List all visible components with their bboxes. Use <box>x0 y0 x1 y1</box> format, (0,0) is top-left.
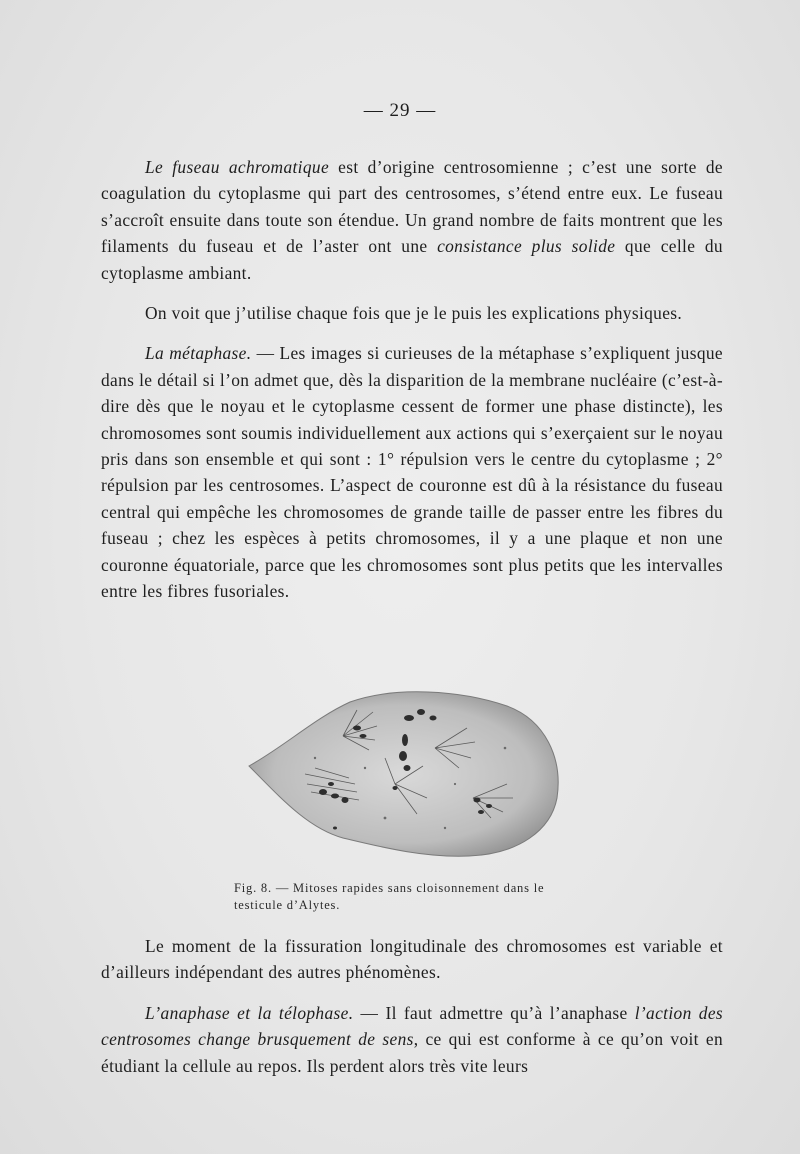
figure-caption: Fig. 8. — Mitoses rapides sans cloisonnement dans le testicule d’Alytes. <box>234 881 545 912</box>
paragraph-metaphase <box>101 340 723 604</box>
paragraph-tail: que celle du cytoplasme ambiant. <box>101 236 723 283</box>
paragraph-tail: , ce qui est conforme à ce qu’on voit en étudiant la cellule au repos. Ils perdent alors très vite leurs <box>101 1029 723 1076</box>
paragraph-lead: L’anaphase et la télophase. <box>145 1002 354 1023</box>
paragraph-text: On voit que j’utilise chaque fois que je le puis les explications physiques. <box>145 303 683 324</box>
text-block-bottom <box>101 933 723 1079</box>
paragraph-text: Le moment de la fissuration longitudinale des chromosomes est variable et d’ailleurs indépendant des autres phénomènes. <box>101 936 723 983</box>
paragraph-explications <box>101 300 723 326</box>
paragraph-emphasis: l’action des centrosomes change brusquement de sens <box>101 1002 724 1050</box>
paragraph-fuseau <box>101 154 723 286</box>
paragraph-lead: Le fuseau achromatique <box>145 157 330 177</box>
page-number: — 29 — <box>363 100 437 121</box>
figure-mitoses-image <box>245 688 565 860</box>
paragraph-emphasis: consistance plus solide <box>437 236 616 257</box>
paragraph-fissuration <box>101 933 723 986</box>
paragraph-lead: La métaphase. <box>145 343 252 364</box>
paragraph-anaphase <box>101 1000 723 1079</box>
paragraph-text: est d’origine centrosomienne ; c’est une sorte de coagulation du cytoplasme qui part des centrosomes, s’étend entre eux. Le fuseau s’accroît ensuite dans toute son étendue. Un grand nombre de faits montrent que les filaments du fuseau et de l’aster ont une <box>101 157 723 257</box>
paragraph-text: — Les images si curieuses de la métaphase s’expliquent jusque dans le détail si l’on admet que, dès la disparition de la membrane nucléaire (c’est-à-dire dès que le noyau et le cytoplasme cessent de former une phase distincte), les chromosomes sont soumis individuellement aux actions qui s’exerçaient sur le noyau pris dans son ensemble et qui sont : 1° répulsion vers le centre du cytoplasme ; 2° répulsion par les centrosomes. L’aspect de couronne est dû à la résistance du fuseau central qui empêche les chromosomes de grande taille de passer entre les fibres du fuseau ; chez les espèces à petits chromosomes, il y a une plaque et non une couronne équatoriale, parce que les chromosomes sont plus petits que les intervalles entre les fibres fusoriales. <box>101 343 723 602</box>
paragraph-text: — Il faut admettre qu’à l’anaphase <box>353 1002 635 1023</box>
text-block-top <box>101 154 723 605</box>
